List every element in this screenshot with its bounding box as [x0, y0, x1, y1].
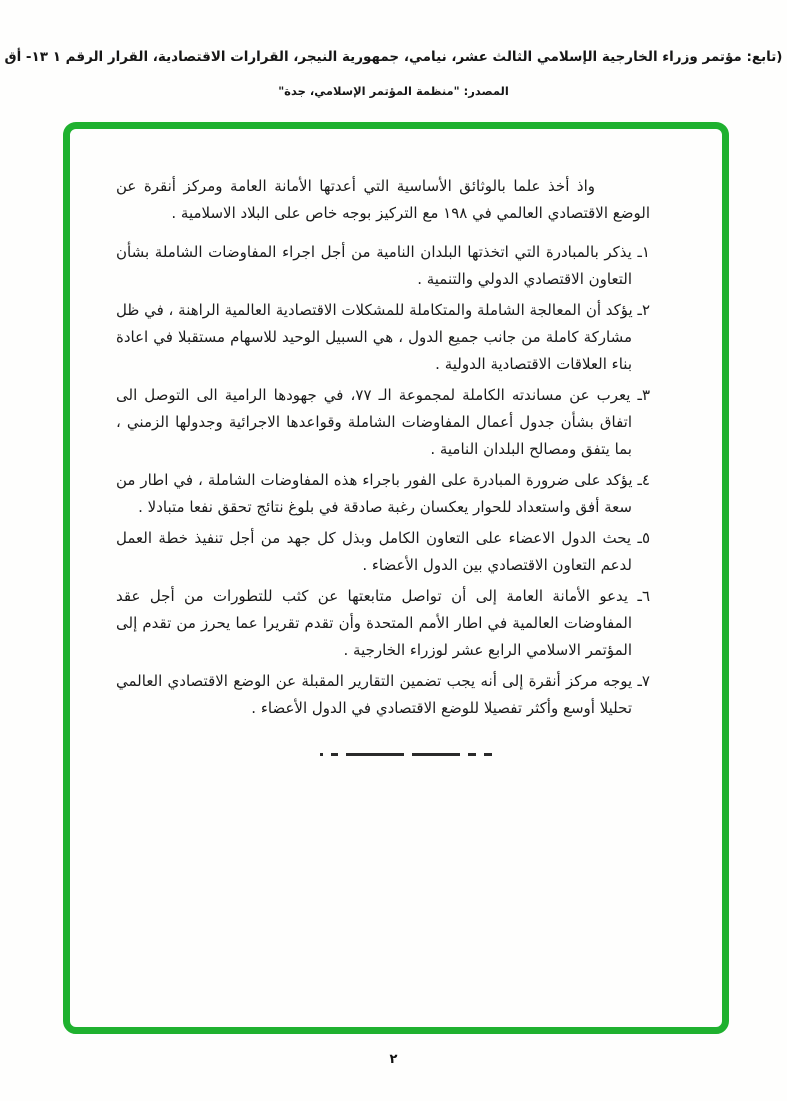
item-text: يدعو الأمانة العامة إلى أن تواصل متابعتها عن كثب للتطورات من أجل عقد المفاوضات العالمية في اطار الأمم المتحدة وأن تقدم تقريرا عما يحرز من تقدم إلى المؤتمر الاسلامي الرابع عشر لوزراء الخارجية . — [116, 587, 632, 659]
item-number: ٥ـ — [637, 529, 650, 547]
resolution-item-3 — [116, 382, 650, 463]
item-number: ٢ـ — [637, 301, 650, 319]
item-number: ١ـ — [637, 243, 650, 261]
item-text: يؤكد على ضرورة المبادرة على الفور باجراء هذه المفاوضات الشاملة ، في اطار من سعة أفق واستعداد للحوار يعكسان رغبة صادقة في بلوغ نتائج تحقق نفعا متبادلا . — [116, 471, 633, 516]
item-text: يعرب عن مساندته الكاملة لمجموعة الـ ٧٧، في جهودها الرامية الى التوصل الى اتفاق بشأن جدول أعمال المفاوضات الشاملة وقواعدها الاجرائية وجدولها الزمني ، بما يتفق ومصالح البلدان النامية . — [116, 386, 632, 458]
item-number: ٤ـ — [637, 471, 650, 489]
item-text: يحث الدول الاعضاء على التعاون الكامل وبذل كل جهد من أجل تنفيذ خطة العمل لدعم التعاون الاقتصادي بين الدول الأعضاء . — [116, 529, 632, 574]
green-highlight-box — [63, 122, 729, 1034]
resolution-body — [116, 173, 650, 756]
resolution-item-5 — [116, 525, 650, 579]
resolution-item-4 — [116, 467, 650, 521]
item-number: ٧ـ — [637, 672, 650, 690]
intro-paragraph: واذ أخذ علما بالوثائق الأساسية التي أعدتها الأمانة العامة ومركز أنقرة عن الوضع الاقتصادي العالمي في ١٩٨ مع التركيز بوجه خاص على البلاد الاسلامية . — [116, 177, 650, 222]
resolution-item-7 — [116, 668, 650, 722]
item-text: يوجه مركز أنقرة إلى أنه يجب تضمين التقارير المقبلة عن الوضع الاقتصادي العالمي تحليلا أوسع وأكثر تفصيلا للوضع الاقتصادي في الدول الأعضاء . — [116, 672, 633, 717]
document-header-source: المصدر: "منظمة المؤتمر الإسلامي، جدة" — [278, 84, 509, 98]
resolution-item-2 — [116, 297, 650, 378]
item-text: يؤكد أن المعالجة الشاملة والمتكاملة للمشكلات الاقتصادية العالمية الراهنة ، في ظل مشاركة كاملة من جانب جميع الدول ، هي السبيل الوحيد للاسهام مستقبلا في اعادة بناء العلاقات الاقتصادية الدولية . — [116, 301, 633, 373]
item-text: يذكر بالمبادرة التي اتخذتها البلدان النامية من أجل اجراء المفاوضات الشاملة بشأن التعاون الاقتصادي الدولي والتنمية . — [116, 243, 632, 288]
item-number: ٦ـ — [637, 587, 650, 605]
item-number: ٣ـ — [637, 386, 650, 404]
page-number: ٢ — [389, 1052, 398, 1067]
document-header-title: (تابع: مؤتمر وزراء الخارجية الإسلامي الثالث عشر، نيامي، جمهورية النيجر، القرارات الاقتصادية، القرار الرقم ١ ١٣- أق — [4, 49, 783, 65]
divider-dashes — [162, 752, 650, 756]
resolution-item-1 — [116, 239, 650, 293]
resolution-item-6 — [116, 583, 650, 664]
